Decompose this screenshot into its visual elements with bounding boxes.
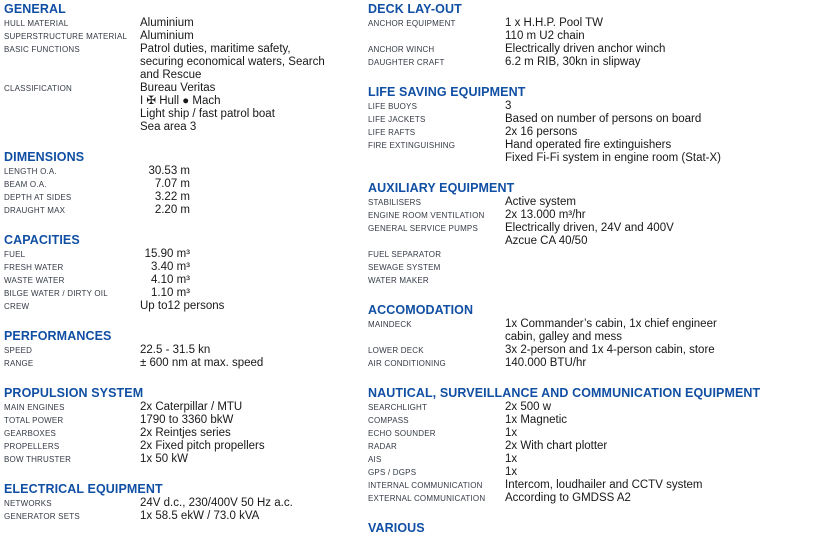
spec-label: FUEL SEPARATOR: [368, 250, 442, 259]
spec-row: [4, 287, 362, 300]
spec-value: 1x: [505, 453, 518, 465]
spec-label: SEWAGE SYSTEM: [368, 263, 441, 272]
spec-row: [368, 139, 828, 152]
spec-row: [368, 344, 828, 357]
spec-row: [4, 261, 362, 274]
spec-row: [4, 440, 362, 453]
spec-label: RANGE: [4, 359, 34, 368]
spec-label: WASTE WATER: [4, 276, 65, 285]
spec-value: 2x 13.000 m³/hr: [505, 209, 586, 221]
spec-row: [368, 318, 828, 331]
spec-value: 22.5 - 31.5 kn: [140, 344, 211, 356]
spec-row: [4, 401, 362, 414]
spec-row: [368, 196, 828, 209]
spec-value: ± 600 nm at max. speed: [140, 357, 264, 369]
spec-value: Intercom, loudhailer and CCTV system: [505, 479, 703, 491]
spec-label: GENERAL SERVICE PUMPS: [368, 224, 479, 233]
spec-row: [368, 261, 828, 274]
spec-value: 2x Caterpillar / MTU: [140, 401, 243, 413]
spec-row: [4, 510, 362, 523]
spec-value: Fixed Fi-Fi system in engine room (Stat-X): [505, 152, 722, 164]
spec-row: [4, 165, 362, 178]
spec-row: [368, 479, 828, 492]
spec-value: 3: [505, 100, 512, 112]
section-title: GENERAL: [4, 2, 66, 16]
spec-label: AIS: [368, 455, 382, 464]
section-propulsion-system: [4, 386, 362, 466]
spec-label: EXTERNAL COMMUNICATION: [368, 494, 486, 503]
spec-label: SPEED: [4, 346, 33, 355]
section-electrical-equipment: [4, 482, 362, 523]
spec-row: [368, 357, 828, 370]
spec-value: 2.20 m: [154, 204, 190, 216]
section-title: ELECTRICAL EQUIPMENT: [4, 482, 163, 496]
spec-row: [4, 56, 362, 69]
spec-value: 2x 500 w: [505, 401, 552, 413]
spec-label: HULL MATERIAL: [4, 19, 69, 28]
spec-value: Electrically driven, 24V and 400V: [505, 222, 674, 234]
spec-value: 1x 50 kW: [140, 453, 188, 465]
spec-label: WATER MAKER: [368, 276, 429, 285]
spec-row: [4, 357, 362, 370]
spec-value: 15.90 m³: [144, 248, 190, 260]
spec-row: [368, 248, 828, 261]
spec-label: MAIN ENGINES: [4, 403, 65, 412]
spec-label: NETWORKS: [4, 499, 52, 508]
spec-label: STABILISERS: [368, 198, 422, 207]
spec-label: ANCHOR WINCH: [368, 45, 435, 54]
spec-label: DAUGHTER CRAFT: [368, 58, 445, 67]
spec-label: GPS / DGPS: [368, 468, 417, 477]
spec-value: 1x Commander’s cabin, 1x chief engineer: [505, 318, 717, 330]
section-deck-lay-out: [368, 2, 828, 69]
section-auxiliary-equipment: [368, 181, 828, 287]
section-title: ACCOMODATION: [368, 303, 474, 317]
spec-row: [368, 113, 828, 126]
spec-label: ECHO SOUNDER: [368, 429, 436, 438]
spec-label: MAINDECK: [368, 320, 412, 329]
spec-label: SUPERSTRUCTURE MATERIAL: [4, 32, 128, 41]
section-title: DIMENSIONS: [4, 150, 85, 164]
spec-row: [368, 17, 828, 30]
spec-value: Patrol duties, maritime safety,: [140, 43, 291, 55]
spec-row: [4, 497, 362, 510]
spec-value: 140.000 BTU/hr: [505, 357, 587, 369]
spec-value: Aluminium: [140, 17, 194, 29]
spec-value: 1x: [505, 427, 518, 439]
spec-label: LOWER DECK: [368, 346, 424, 355]
spec-row: [4, 178, 362, 191]
spec-row: [4, 453, 362, 466]
spec-row: [4, 344, 362, 357]
section-title: LIFE SAVING EQUIPMENT: [368, 85, 526, 99]
spec-label: ANCHOR EQUIPMENT: [368, 19, 456, 28]
spec-value: 30.53 m: [148, 165, 190, 177]
spec-label: BOW THRUSTER: [4, 455, 72, 464]
spec-value: 2x With chart plotter: [505, 440, 608, 452]
section-title: PROPULSION SYSTEM: [4, 386, 144, 400]
spec-label: BEAM O.A.: [4, 180, 47, 189]
spec-row: [368, 331, 828, 344]
spec-value: Sea area 3: [140, 121, 197, 133]
section-title: NAUTICAL, SURVEILLANCE AND COMMUNICATION EQUIPMENT: [368, 386, 761, 400]
spec-value: 1 x H.H.P. Pool TW: [505, 17, 603, 29]
spec-row: [4, 108, 362, 121]
spec-value: Azcue CA 40/50: [505, 235, 588, 247]
section-title: VARIOUS: [368, 521, 425, 535]
spec-label: DEPTH AT SIDES: [4, 193, 72, 202]
spec-row: [368, 453, 828, 466]
spec-row: [4, 17, 362, 30]
spec-row: [368, 274, 828, 287]
spec-row: [4, 248, 362, 261]
spec-row: [4, 427, 362, 440]
spec-value: Light ship / fast patrol boat: [140, 108, 275, 120]
spec-row: [4, 414, 362, 427]
spec-value: 1.10 m³: [151, 287, 190, 299]
spec-label: INTERNAL COMMUNICATION: [368, 481, 483, 490]
spec-label: FRESH WATER: [4, 263, 64, 272]
spec-row: [368, 56, 828, 69]
spec-label: SEARCHLIGHT: [368, 403, 428, 412]
spec-row: [368, 30, 828, 43]
section-dimensions: [4, 150, 362, 217]
spec-label: LIFE RAFTS: [368, 128, 416, 137]
spec-label: DRAUGHT MAX: [4, 206, 66, 215]
spec-row: [4, 69, 362, 82]
spec-value: Hand operated fire extinguishers: [505, 139, 672, 151]
section-performances: [4, 329, 362, 370]
spec-row: [368, 126, 828, 139]
spec-value: 2x Reintjes series: [140, 427, 231, 439]
spec-label: FUEL: [4, 250, 26, 259]
spec-label: TOTAL POWER: [4, 416, 64, 425]
spec-row: [4, 43, 362, 56]
spec-value: I ✠ Hull ● Mach: [140, 95, 221, 107]
spec-value: cabin, galley and mess: [505, 331, 622, 343]
spec-value: 4.10 m³: [151, 274, 190, 286]
spec-label: BILGE WATER / DIRTY OIL: [4, 289, 108, 298]
spec-row: [4, 204, 362, 217]
spec-row: [368, 466, 828, 479]
spec-row: [368, 152, 828, 165]
spec-row: [368, 100, 828, 113]
section-title: CAPACITIES: [4, 233, 80, 247]
spec-label: LIFE BUOYS: [368, 102, 418, 111]
spec-value: 3.40 m³: [151, 261, 190, 273]
spec-label: RADAR: [368, 442, 398, 451]
spec-value: 110 m U2 chain: [505, 30, 585, 42]
spec-row: [368, 414, 828, 427]
spec-value: 1x Magnetic: [505, 414, 568, 426]
spec-value: Active system: [505, 196, 576, 208]
section-capacities: [4, 233, 362, 313]
spec-value: According to GMDSS A2: [505, 492, 631, 504]
spec-row: [368, 427, 828, 440]
spec-row: [368, 235, 828, 248]
spec-label: ENGINE ROOM VENTILATION: [368, 211, 485, 220]
spec-row: [4, 191, 362, 204]
section-life-saving-equipment: [368, 85, 828, 165]
spec-value: Electrically driven anchor winch: [505, 43, 666, 55]
spec-row: [368, 209, 828, 222]
spec-label: CLASSIFICATION: [4, 84, 72, 93]
spec-value: 1790 to 3360 bkW: [140, 414, 234, 426]
spec-value: Bureau Veritas: [140, 82, 216, 94]
spec-row: [368, 222, 828, 235]
spec-value: 1x 58.5 ekW / 73.0 kVA: [140, 510, 260, 522]
spec-value: Up to12 persons: [140, 300, 225, 312]
spec-value: 24V d.c., 230/400V 50 Hz a.c.: [140, 497, 293, 509]
section-general: [4, 2, 362, 134]
right-column: [368, 2, 828, 552]
spec-value: 6.2 m RIB, 30kn in slipway: [505, 56, 641, 68]
section-accomodation: [368, 303, 828, 370]
spec-label: GENERATOR SETS: [4, 512, 80, 521]
spec-row: [368, 43, 828, 56]
section-title: AUXILIARY EQUIPMENT: [368, 181, 515, 195]
spec-value: 3x 2-person and 1x 4-person cabin, store: [505, 344, 715, 356]
spec-row: [4, 274, 362, 287]
spec-row: [4, 82, 362, 95]
section-title: DECK LAY-OUT: [368, 2, 462, 16]
spec-label: AIR CONDITIONING: [368, 359, 446, 368]
spec-value: Based on number of persons on board: [505, 113, 702, 125]
spec-value: 1x: [505, 466, 518, 478]
spec-value: 7.07 m: [154, 178, 190, 190]
spec-value: securing economical waters, Search: [140, 56, 325, 68]
spec-label: PROPELLERS: [4, 442, 60, 451]
spec-row: [4, 300, 362, 313]
spec-row: [4, 121, 362, 134]
spec-row: [368, 401, 828, 414]
spec-row: [4, 30, 362, 43]
spec-value: 3.22 m: [154, 191, 190, 203]
section-title: PERFORMANCES: [4, 329, 112, 343]
spec-label: COMPASS: [368, 416, 409, 425]
spec-label: CREW: [4, 302, 30, 311]
spec-row: [368, 440, 828, 453]
spec-value: 2x 16 persons: [505, 126, 578, 138]
spec-row: [368, 492, 828, 505]
spec-label: LIFE JACKETS: [368, 115, 426, 124]
spec-value: and Rescue: [140, 69, 202, 81]
spec-value: Aluminium: [140, 30, 194, 42]
spec-label: FIRE EXTINGUISHING: [368, 141, 456, 150]
section-nautical-surveillance-and-communication-equipment: [368, 386, 828, 505]
spec-row: [4, 95, 362, 108]
spec-label: GEARBOXES: [4, 429, 57, 438]
left-column: [4, 2, 362, 539]
spec-value: 2x Fixed pitch propellers: [140, 440, 265, 452]
spec-label: BASIC FUNCTIONS: [4, 45, 80, 54]
spec-label: LENGTH O.A.: [4, 167, 57, 176]
